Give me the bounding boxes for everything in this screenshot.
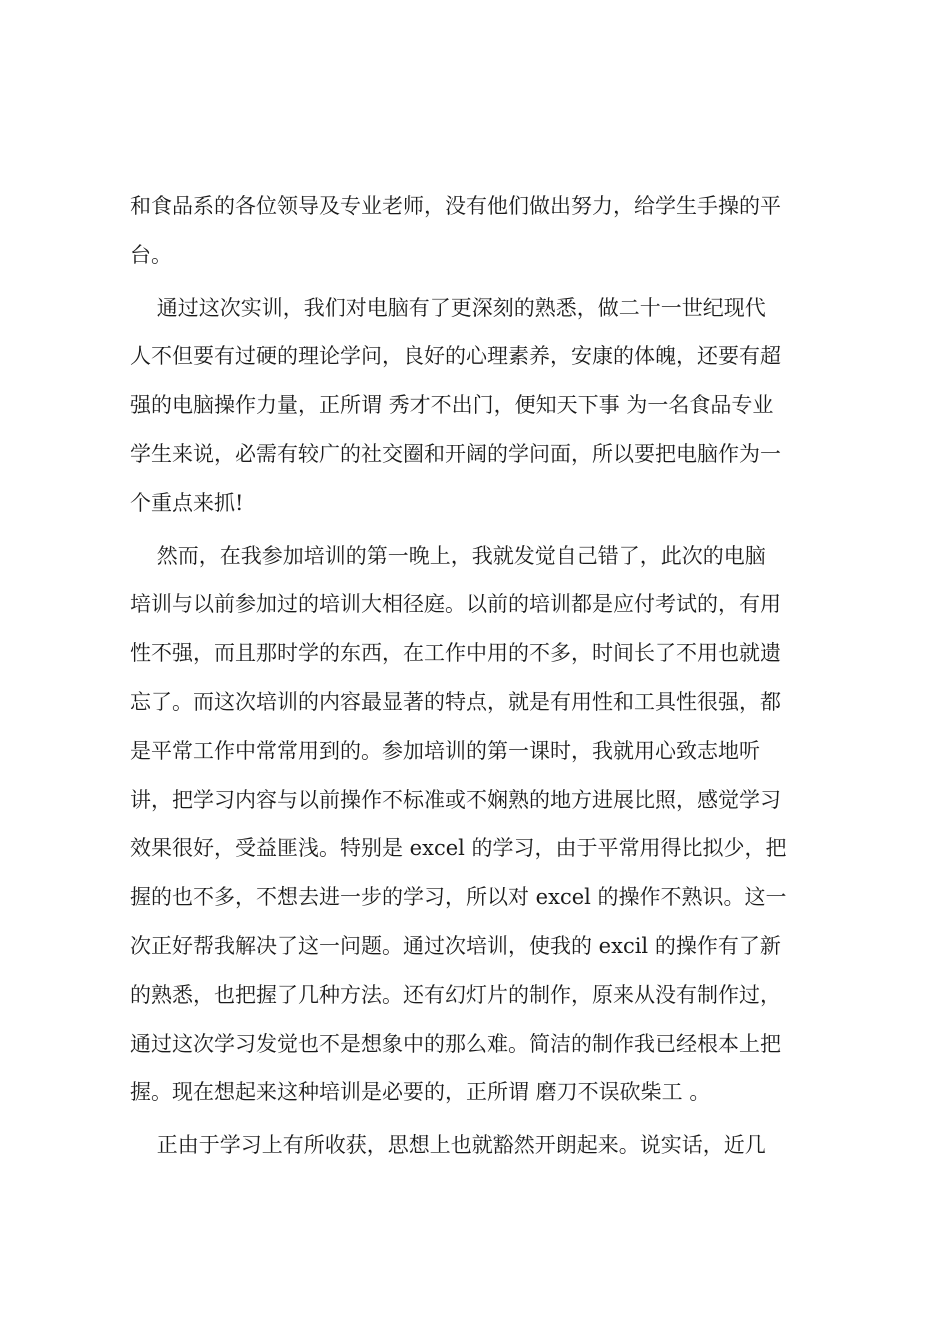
text-line: 握。现在想起来这种培训是必要的，正所谓 磨刀不误砍柴工 。 [130,1080,711,1105]
text-line: 然而，在我参加培训的第一晚上，我就发觉自己错了，此次的电脑 [130,543,766,568]
text-line: 正由于学习上有所收获，思想上也就豁然开朗起来。说实话，近几 [130,1133,766,1158]
document-body [130,182,832,1170]
text-line: 培训与以前参加过的培训大相径庭。以前的培训都是应付考试的，有用 [130,592,781,617]
text-line: 通过这次实训，我们对电脑有了更深刻的熟悉，做二十一世纪现代 [130,295,766,320]
text-line: 忘了。而这次培训的内容最显著的特点，就是有用性和工具性很强，都 [130,689,781,714]
text-line: 学生来说，必需有较广的社交圈和开阔的学问面，所以要把电脑作为一 [130,441,781,466]
text-line: 和食品系的各位领导及专业老师，没有他们做出努力，给学生手操的平 [130,194,781,218]
text-line: 人不但要有过硬的理论学问，良好的心理素养，安康的体魄，还要有超 [130,344,781,369]
text-line: 的熟悉，也把握了几种方法。还有幻灯片的制作，原来从没有制作过， [130,982,781,1007]
text-line: 次正好帮我解决了这一问题。通过次培训，使我的 excil 的操作有了新 [130,933,781,958]
text-line: 效果很好，受益匪浅。特别是 excel 的学习，由于平常用得比拟少，把 [130,836,787,861]
text-line: 性不强，而且那时学的东西，在工作中用的不多，时间长了不用也就遗 [130,641,781,666]
text-line: 握的也不多，不想去进一步的学习，所以对 excel 的操作不熟识。这一 [130,885,787,910]
text-line: 个重点来抓! [130,490,244,515]
text-line: 通过这次学习发觉也不是想象中的那么难。简洁的制作我已经根本上把 [130,1031,781,1056]
text-line: 强的电脑操作力量，正所谓 秀才不出门，便知天下事 为一名食品专业 [130,393,774,418]
text-line: 台。 [130,242,172,267]
text-line: 是平常工作中常常用到的。参加培训的第一课时，我就用心致志地听 [130,738,760,763]
text-line: 讲，把学习内容与以前操作不标准或不娴熟的地方进展比照，感觉学习 [130,787,781,812]
